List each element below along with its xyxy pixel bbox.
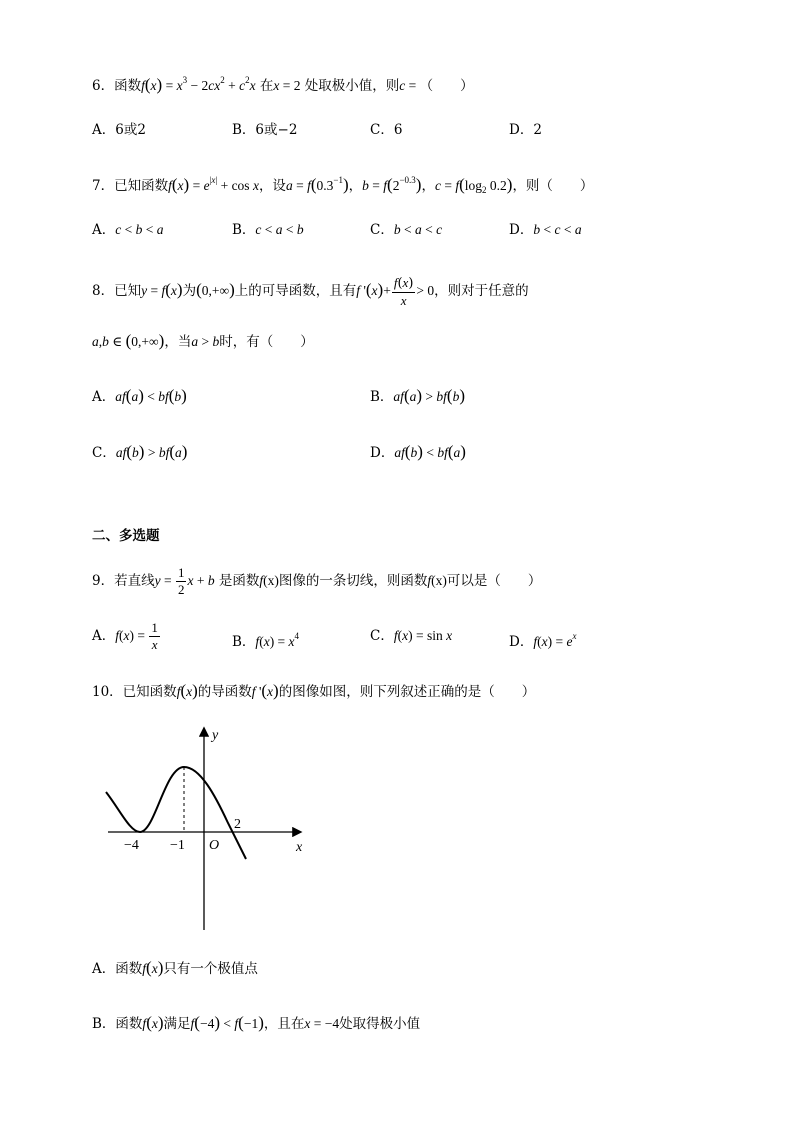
q6-option-c: C．6 (370, 122, 403, 138)
q7-option-c: C．b < a < c (370, 222, 443, 238)
q8-option-a: A．af(a) < bf(b) (92, 386, 187, 405)
q9-option-a: A．f(x) = $\frac{1}{x}$ (92, 620, 158, 652)
q10-option-a: A．函数f(x)只有一个极值点 (92, 958, 258, 977)
q6-option-b: B．6或−2 (232, 122, 298, 138)
tick-2: 2 (234, 817, 241, 832)
q7-option-a: A．c < b < a (92, 222, 164, 238)
q8-option-d: D．af(b) < bf(a) (370, 442, 466, 461)
tick-neg1: −1 (170, 838, 185, 853)
x-axis-label: x (296, 840, 303, 855)
q10-stem: 10．已知函数f(x)的导函数f '(x)的图像如图，则下列叙述正确的是（ ） (92, 681, 536, 700)
q8-option-c: C．af(b) > bf(a) (92, 442, 188, 461)
q8-stem: 8．已知y = f(x)为(0,+∞)上的可导函数，且有f '(x)+ $\frac{f(x)}{x}$ > 0，则对于任意的 (92, 274, 529, 308)
q7-option-d: D．b < c < a (509, 222, 582, 238)
q7-option-b: B．c < a < b (232, 222, 304, 238)
y-axis-label: y (212, 728, 219, 743)
q6-stem: 6．函数$f(x) = x^3 - 2cx^2 + c^2x$ 在x = 2 处取极小值，则c = （ ） (92, 75, 474, 94)
q6-option-a: A．6或2 (92, 122, 146, 138)
q9-option-b: B．$f(x) = x^4$ (232, 631, 300, 650)
q6-option-d: D．2 (509, 122, 542, 138)
origin-label: O (209, 838, 220, 853)
q8-option-b: B．af(a) > bf(b) (370, 386, 466, 405)
q9-option-d: D．$f(x) = e^x$ (509, 631, 577, 650)
tick-neg4: −4 (124, 838, 139, 853)
section-title: 二、多选题 (92, 528, 160, 544)
q8-stem-line2: a,b ∈ (0,+∞)，当a > b时，有（ ） (92, 331, 314, 350)
q7-stem: 7．已知函数$f(x) = e^{|x|} + \cos x$，设$a = f(0.3^{-1})$，$b = f(2^{-0.3})$，$c = f(\log_2$ 0.2)，则（ ） (92, 175, 594, 195)
derivative-graph (100, 725, 320, 935)
q10-option-b: B．函数f(x)满足f(−4) < f(−1)，且在x = −4处取得极小值 (92, 1013, 421, 1032)
q9-stem: 9．若直线y = $\frac{1}{2}$ x + b 是函数f(x)图像的一条切线，则函数f(x)可以是（ ） (92, 565, 542, 597)
q9-option-c: C．f(x) = sin x (370, 628, 453, 644)
